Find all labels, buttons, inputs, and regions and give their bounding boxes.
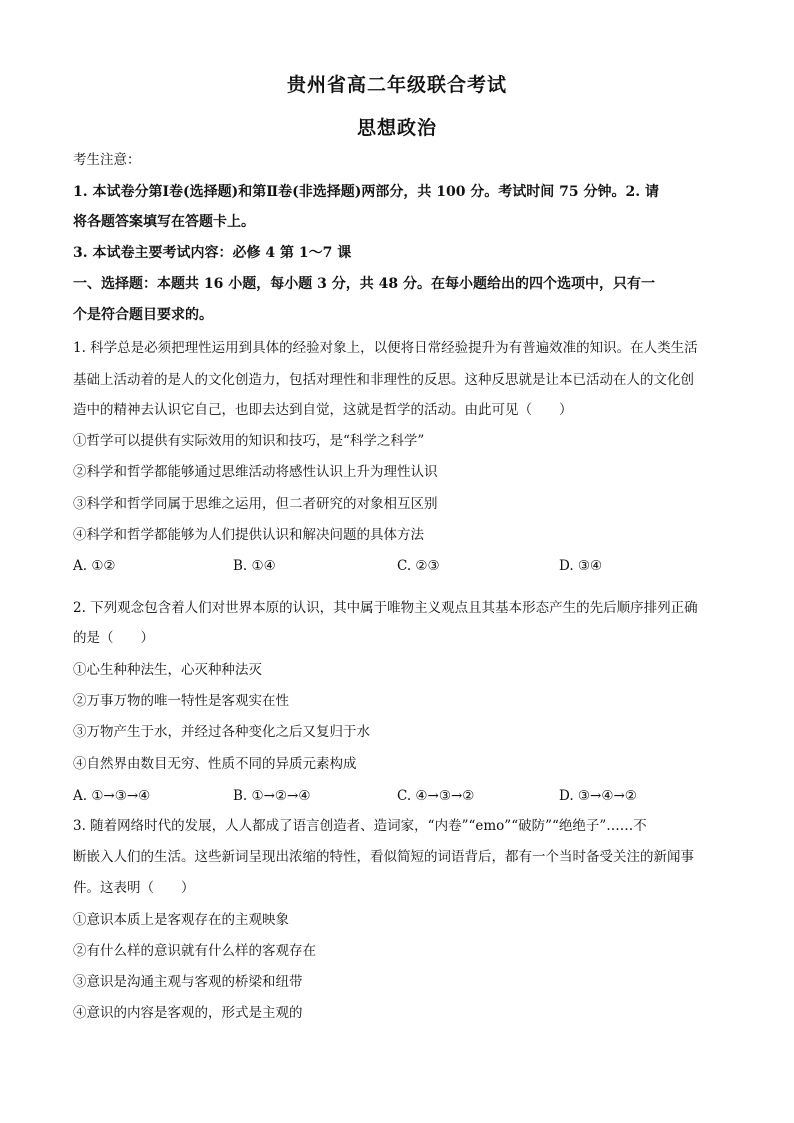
notice-item-1-line-2: 将各题答案填写在答题卡上。 [73, 214, 255, 230]
q3-stem-line-1: 3. 随着网络时代的发展，人人都成了语言创造者、造词家，“内卷”“emo”“破防”“绝绝子”……不 [73, 818, 647, 834]
q3-item-1: ①意识本质上是客观存在的主观映象 [73, 912, 289, 928]
q2-item-3: ③万物产生于水，并经过各种变化之后又复归于水 [73, 724, 370, 740]
subject-title: 思想政治 [356, 117, 437, 139]
q2-stem-line-2: 的是（ ） [73, 630, 154, 646]
q1-stem-line-2: 基础上活动着的是人的文化创造力，包括对理性和非理性的反思。这种反思就是让本已活动在人的文化创 [73, 372, 694, 388]
q1-stem-line-1: 1. 科学总是必须把理性运用到具体的经验对象上，以便将日常经验提升为有普遍效准的知识。在人类生活 [73, 340, 698, 356]
q2-item-1: ①心生种种法生，心灭种种法灭 [73, 662, 262, 678]
q2-option-b[interactable]: B. ①→②→④ [233, 788, 311, 804]
q1-option-c[interactable]: C. ②③ [397, 558, 440, 574]
q1-option-a[interactable]: A. ①② [73, 558, 116, 574]
q1-stem-line-3: 造中的精神去认识它自己，也即去达到自觉，这就是哲学的活动。由此可见（ ） [73, 402, 573, 418]
q3-item-4: ④意识的内容是客观的，形式是主观的 [73, 1005, 303, 1021]
section-heading-line-2: 个是符合题目要求的。 [73, 307, 213, 323]
q2-item-4: ④自然界由数目无穷、性质不同的异质元素构成 [73, 756, 357, 772]
q1-item-2: ②科学和哲学都能够通过思维活动将感性认识上升为理性认识 [73, 464, 438, 480]
q1-option-b[interactable]: B. ①④ [233, 558, 276, 574]
notice-item-3: 3. 本试卷主要考试内容：必修 4 第 1～7 课 [73, 245, 352, 261]
q3-item-3: ③意识是沟通主观与客观的桥梁和纽带 [73, 974, 303, 990]
q3-stem-line-3: 件。这表明（ ） [73, 880, 195, 896]
q2-item-2: ②万事万物的唯一特性是客观实在性 [73, 693, 289, 709]
q2-stem-line-1: 2. 下列观念包含着人们对世界本原的认识，其中属于唯物主义观点且其基本形态产生的先后顺序排列正确 [73, 600, 698, 616]
q2-option-c[interactable]: C. ④→③→② [397, 788, 475, 804]
notice-heading: 考生注意： [73, 152, 141, 168]
q2-option-a[interactable]: A. ①→③→④ [73, 788, 151, 804]
notice-item-1-line-1: 1. 本试卷分第Ⅰ卷(选择题)和第Ⅱ卷(非选择题)两部分，共 100 分。考试时间 75 分钟。2. 请 [73, 184, 660, 200]
exam-title: 贵州省高二年级联合考试 [286, 74, 507, 96]
q3-stem-line-2: 断嵌入人们的生活。这些新词呈现出浓缩的特性，看似简短的词语背后，都有一个当时备受关注的新闻事 [73, 849, 694, 865]
q2-option-d[interactable]: D. ③→④→② [559, 788, 637, 804]
q1-item-4: ④科学和哲学都能够为人们提供认识和解决问题的具体方法 [73, 527, 424, 543]
q3-item-2: ②有什么样的意识就有什么样的客观存在 [73, 943, 316, 959]
q1-item-1: ①哲学可以提供有实际效用的知识和技巧，是“科学之科学” [73, 433, 425, 449]
q1-item-3: ③科学和哲学同属于思维之运用，但二者研究的对象相互区别 [73, 496, 438, 512]
section-heading-line-1: 一、选择题：本题共 16 小题，每小题 3 分，共 48 分。在每小题给出的四个选项中，只有一 [73, 276, 655, 292]
q1-option-d[interactable]: D. ③④ [559, 558, 603, 574]
